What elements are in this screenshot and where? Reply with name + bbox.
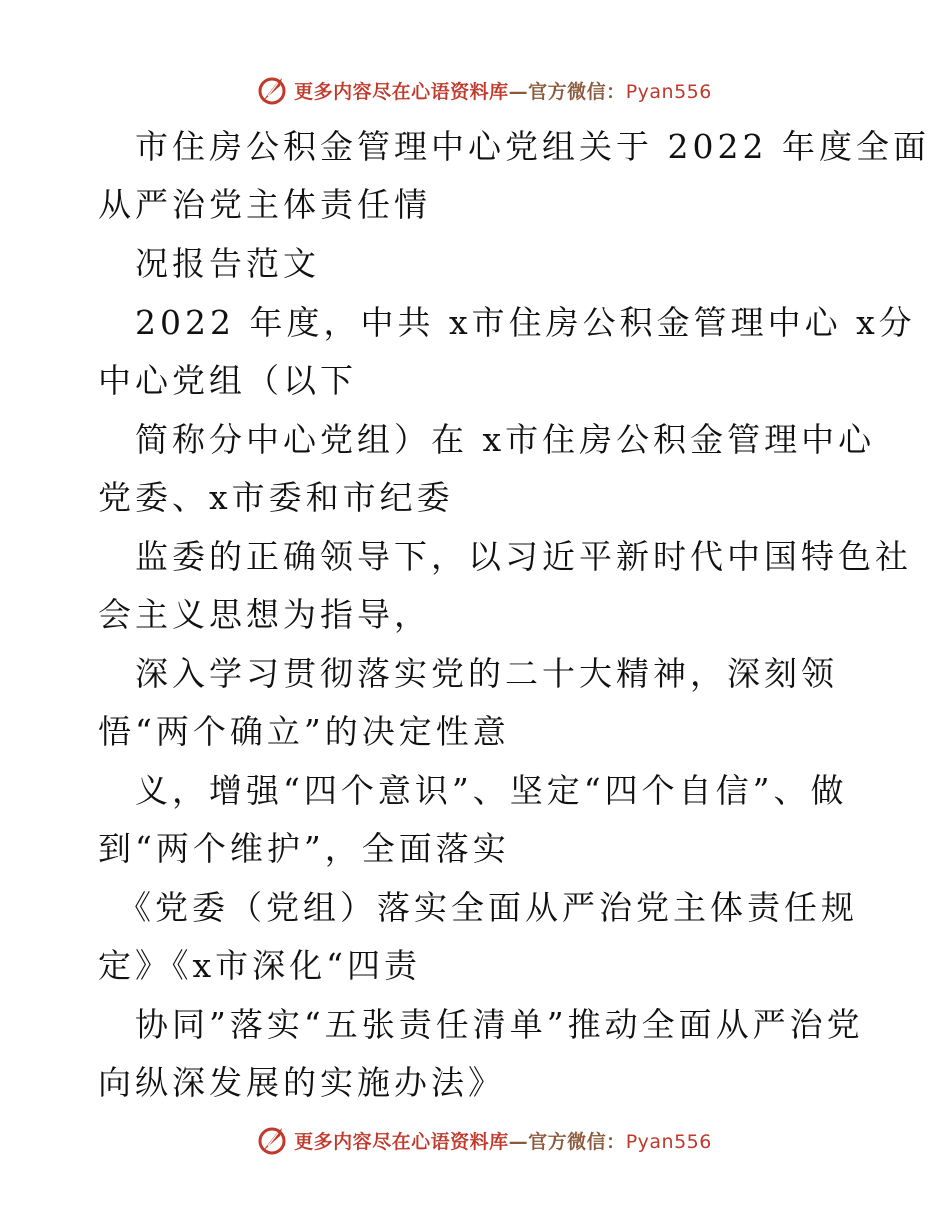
footer-banner [0,1120,950,1160]
footer-wechat-id: Pyan556 [625,1130,712,1153]
doc-line: 监委的正确领导下，以习近平新时代中国特色社 [135,537,912,576]
doc-line: 从严治党主体责任情 [98,185,431,224]
header-wechat-id: Pyan556 [625,80,712,103]
doc-line: 深入学习贯彻落实党的二十大精神，深刻领 [135,654,838,693]
quill-pen-logo-icon [256,1124,288,1156]
doc-line: 《党委（党组）落实全面从严治党主体责任规 [118,888,858,927]
doc-line: 向纵深发展的实施办法》 [98,1063,505,1102]
doc-line: 协同”落实“五张责任清单”推动全面从严治党 [135,1005,864,1044]
doc-line: 到“两个维护”，全面落实 [98,829,510,868]
footer-slogan: 更多内容尽在心语资料库 [294,1130,509,1153]
header-banner-text [294,77,712,104]
footer-banner-content [256,1124,712,1156]
header-banner [0,70,950,110]
doc-line: 党委、x市委和市纪委 [98,478,454,517]
doc-line: 2022 年度，中共 x市住房公积金管理中心 x分 [135,303,916,342]
quill-pen-logo-icon [256,74,288,106]
doc-line: 中心党组（以下 [98,361,357,400]
doc-line: 义，增强“四个意识”、坚定“四个自信”、做 [135,771,848,810]
doc-line: 会主义思想为指导， [98,595,431,634]
doc-line: 市住房公积金管理中心党组关于 2022 年度全面 [135,127,930,166]
doc-line: 悟“两个确立”的决定性意 [98,712,510,751]
footer-banner-text [294,1127,712,1154]
footer-wechat-label: —官方微信： [508,1130,626,1153]
doc-line: 定》《x市深化“四责 [98,946,421,985]
doc-line: 简称分中心党组）在 x市住房公积金管理中心 [135,420,876,459]
header-banner-content [256,74,712,106]
doc-line: 况报告范文 [135,244,320,283]
header-slogan: 更多内容尽在心语资料库 [294,80,509,103]
header-wechat-label: —官方微信： [508,80,626,103]
